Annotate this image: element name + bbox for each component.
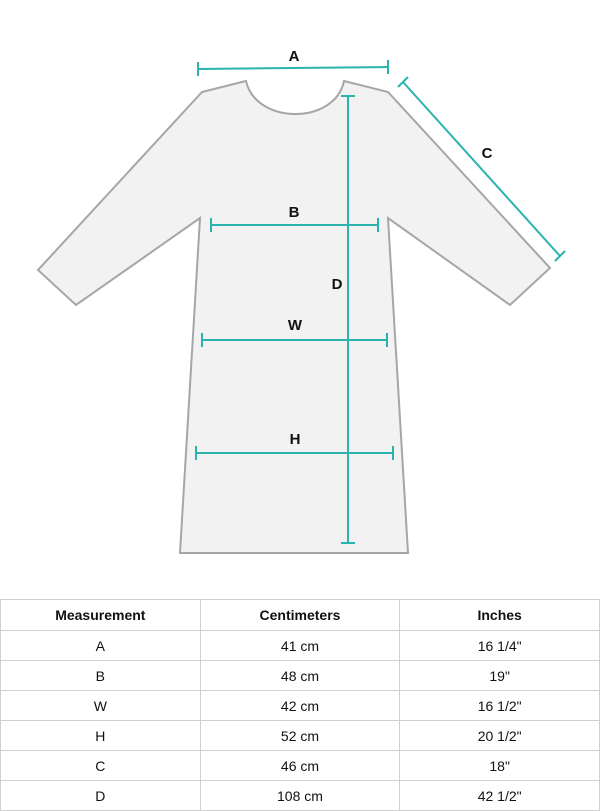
- label-w: W: [287, 317, 303, 334]
- cell-measurement: H: [1, 721, 201, 751]
- cell-centimeters: 46 cm: [200, 751, 400, 781]
- cell-measurement: A: [1, 631, 201, 661]
- cell-centimeters: 41 cm: [200, 631, 400, 661]
- table-row: [1, 691, 600, 721]
- table-row: [1, 661, 600, 691]
- cell-measurement: C: [1, 751, 201, 781]
- table-row: [1, 751, 600, 781]
- cell-measurement: B: [1, 661, 201, 691]
- table-row: [1, 631, 600, 661]
- cell-measurement: W: [1, 691, 201, 721]
- label-h: H: [289, 431, 301, 448]
- cell-inches: 19": [400, 661, 600, 691]
- cell-centimeters: 48 cm: [200, 661, 400, 691]
- table-row: [1, 781, 600, 811]
- header-centimeters: Centimeters: [200, 600, 400, 631]
- cell-centimeters: 52 cm: [200, 721, 400, 751]
- header-inches: Inches: [400, 600, 600, 631]
- label-b: B: [288, 204, 300, 221]
- label-a: A: [288, 48, 300, 65]
- cell-inches: 42 1/2": [400, 781, 600, 811]
- label-c: C: [481, 145, 493, 162]
- cell-inches: 16 1/4": [400, 631, 600, 661]
- cell-inches: 20 1/2": [400, 721, 600, 751]
- cell-centimeters: 108 cm: [200, 781, 400, 811]
- cell-inches: 18": [400, 751, 600, 781]
- cell-inches: 16 1/2": [400, 691, 600, 721]
- cell-centimeters: 42 cm: [200, 691, 400, 721]
- header-measurement: Measurement: [1, 600, 201, 631]
- table-row: [1, 721, 600, 751]
- cell-measurement: D: [1, 781, 201, 811]
- table-header-row: [1, 600, 600, 631]
- size-chart-table: [0, 599, 600, 811]
- label-d: D: [331, 276, 343, 293]
